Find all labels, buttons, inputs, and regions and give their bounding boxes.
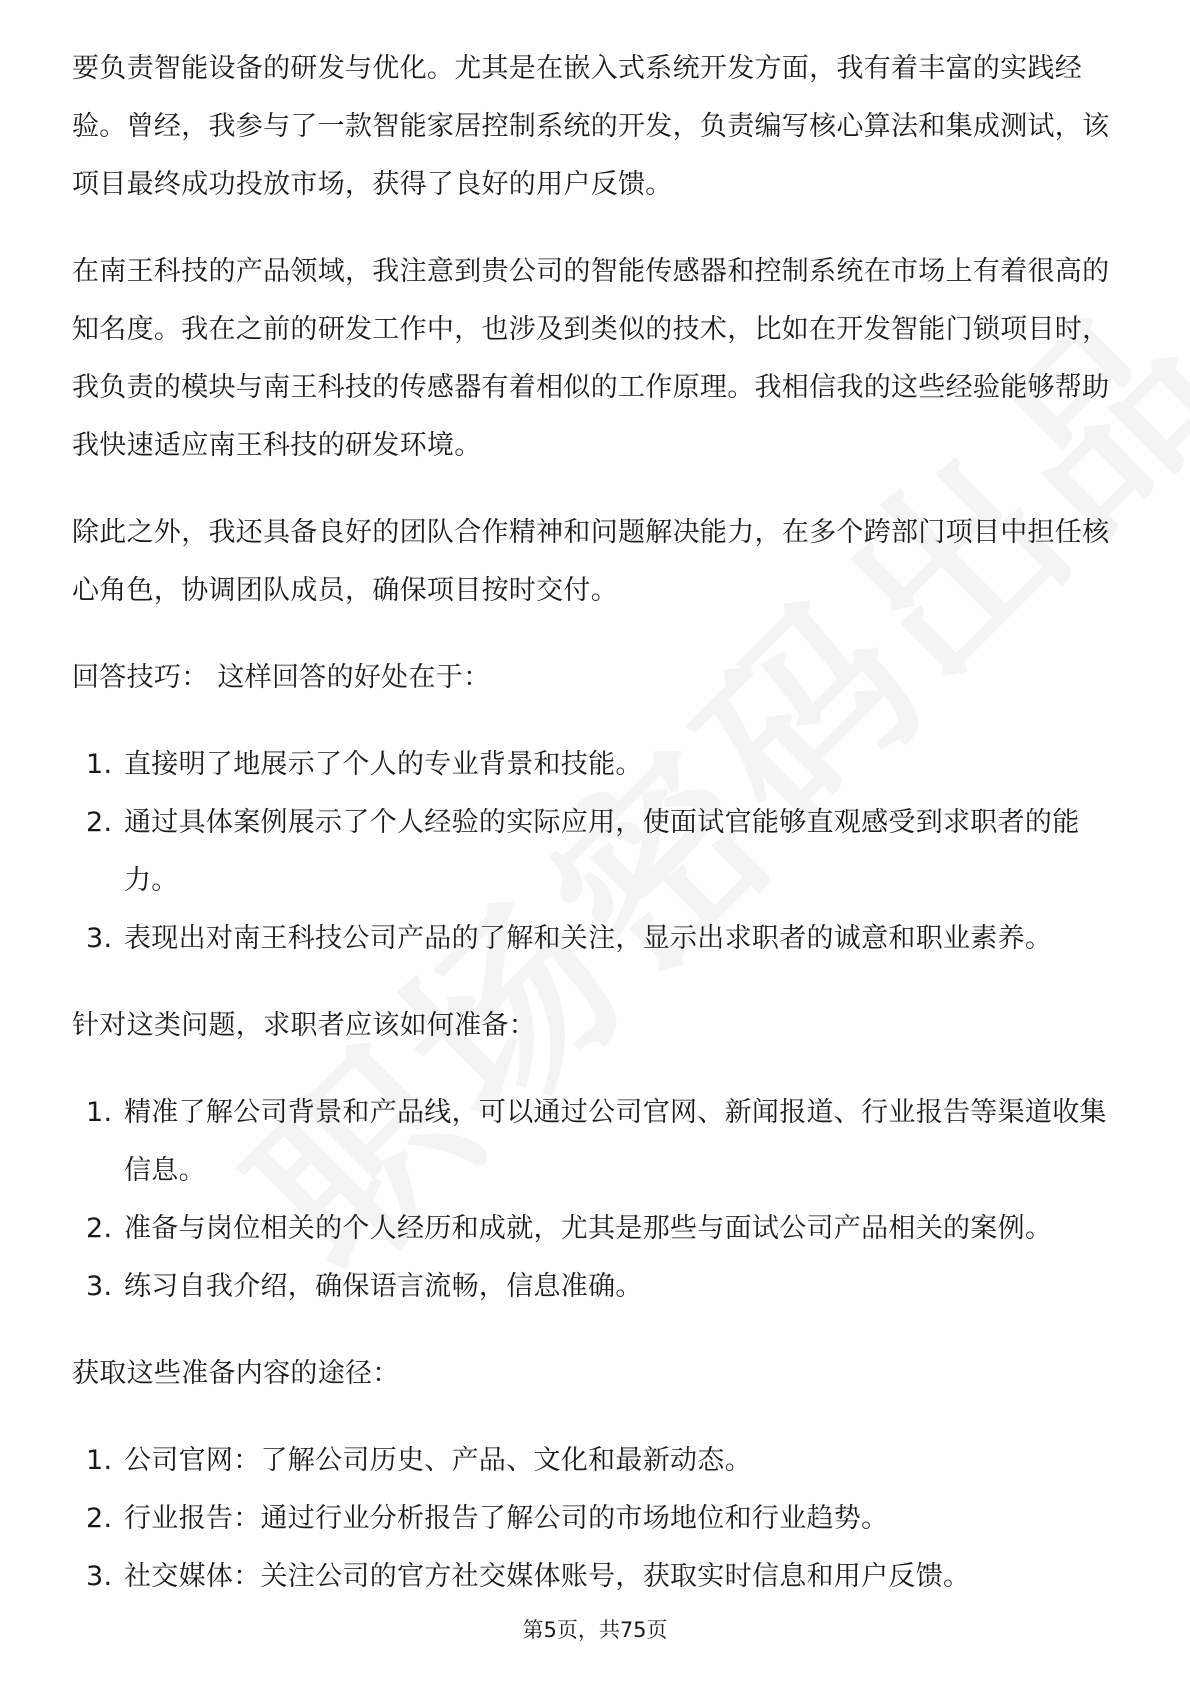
- document-body: [72, 40, 1118, 1635]
- paragraph-product-knowledge: 在南王科技的产品领域，我注意到贵公司的智能传感器和控制系统在市场上有着很高的知名度。我在之前的研发工作中，也涉及到类似的技术，比如在开发智能门锁项目时，我负责的模块与南王科技的传感器有着相似的工作原理。我相信我的这些经验能够帮助我快速适应南王科技的研发环境。: [72, 256, 1110, 461]
- list-item-text: 准备与岗位相关的个人经历和成就，尤其是那些与面试公司产品相关的案例。: [124, 1213, 1053, 1244]
- list-item-number: 2.: [86, 807, 113, 838]
- sources-heading: 获取这些准备内容的途径：: [72, 1358, 400, 1389]
- page-number: 第5页，共75页: [522, 1618, 668, 1642]
- list-item-text: 精准了解公司背景和产品线，可以通过公司官网、新闻报道、行业报告等渠道收集信息。: [124, 1097, 1107, 1186]
- list-item: [72, 736, 1118, 794]
- list-item-text: 练习自我介绍，确保语言流畅，信息准确。: [124, 1271, 643, 1302]
- list-item-number: 1.: [86, 749, 113, 780]
- list-item-number: 3.: [86, 923, 113, 954]
- list-item-number: 2.: [86, 1503, 113, 1534]
- list-item: [72, 1548, 1118, 1606]
- paragraph-teamwork: 除此之外，我还具备良好的团队合作精神和问题解决能力，在多个跨部门项目中担任核心角色，协调团队成员，确保项目按时交付。: [72, 517, 1110, 606]
- paragraph-experience: 要负责智能设备的研发与优化。尤其是在嵌入式系统开发方面，我有着丰富的实践经验。曾经，我参与了一款智能家居控制系统的开发，负责编写核心算法和集成测试，该项目最终成功投放市场，获得了良好的用户反馈。: [72, 53, 1110, 200]
- list-item-text: 社交媒体：关注公司的官方社交媒体账号，获取实时信息和用户反馈。: [124, 1561, 971, 1592]
- list-item-text: 表现出对南王科技公司产品的了解和关注，显示出求职者的诚意和职业素养。: [124, 923, 1053, 954]
- list-item-text: 通过具体案例展示了个人经验的实际应用，使面试官能够直观感受到求职者的能力。: [124, 807, 1080, 896]
- list-item: [72, 910, 1118, 968]
- list-item-number: 1.: [86, 1097, 113, 1128]
- list-item-number: 3.: [86, 1271, 113, 1302]
- list-item-text: 直接明了地展示了个人的专业背景和技能。: [124, 749, 643, 780]
- tips-heading: 回答技巧： 这样回答的好处在于：: [72, 662, 491, 693]
- tips-list: [72, 736, 1118, 968]
- list-item-number: 1.: [86, 1445, 113, 1476]
- list-item: [72, 794, 1118, 910]
- prepare-list: [72, 1084, 1118, 1316]
- list-item: [72, 1432, 1118, 1490]
- list-item-number: 3.: [86, 1561, 113, 1592]
- sources-list: [72, 1432, 1118, 1606]
- list-item: [72, 1200, 1118, 1258]
- list-item: [72, 1490, 1118, 1548]
- list-item-number: 2.: [86, 1213, 113, 1244]
- list-item-text: 行业报告：通过行业分析报告了解公司的市场地位和行业趋势。: [124, 1503, 889, 1534]
- prepare-heading: 针对这类问题，求职者应该如何准备：: [72, 1010, 537, 1041]
- list-item: [72, 1084, 1118, 1200]
- list-item: [72, 1258, 1118, 1316]
- list-item-text: 公司官网：了解公司历史、产品、文化和最新动态。: [124, 1445, 752, 1476]
